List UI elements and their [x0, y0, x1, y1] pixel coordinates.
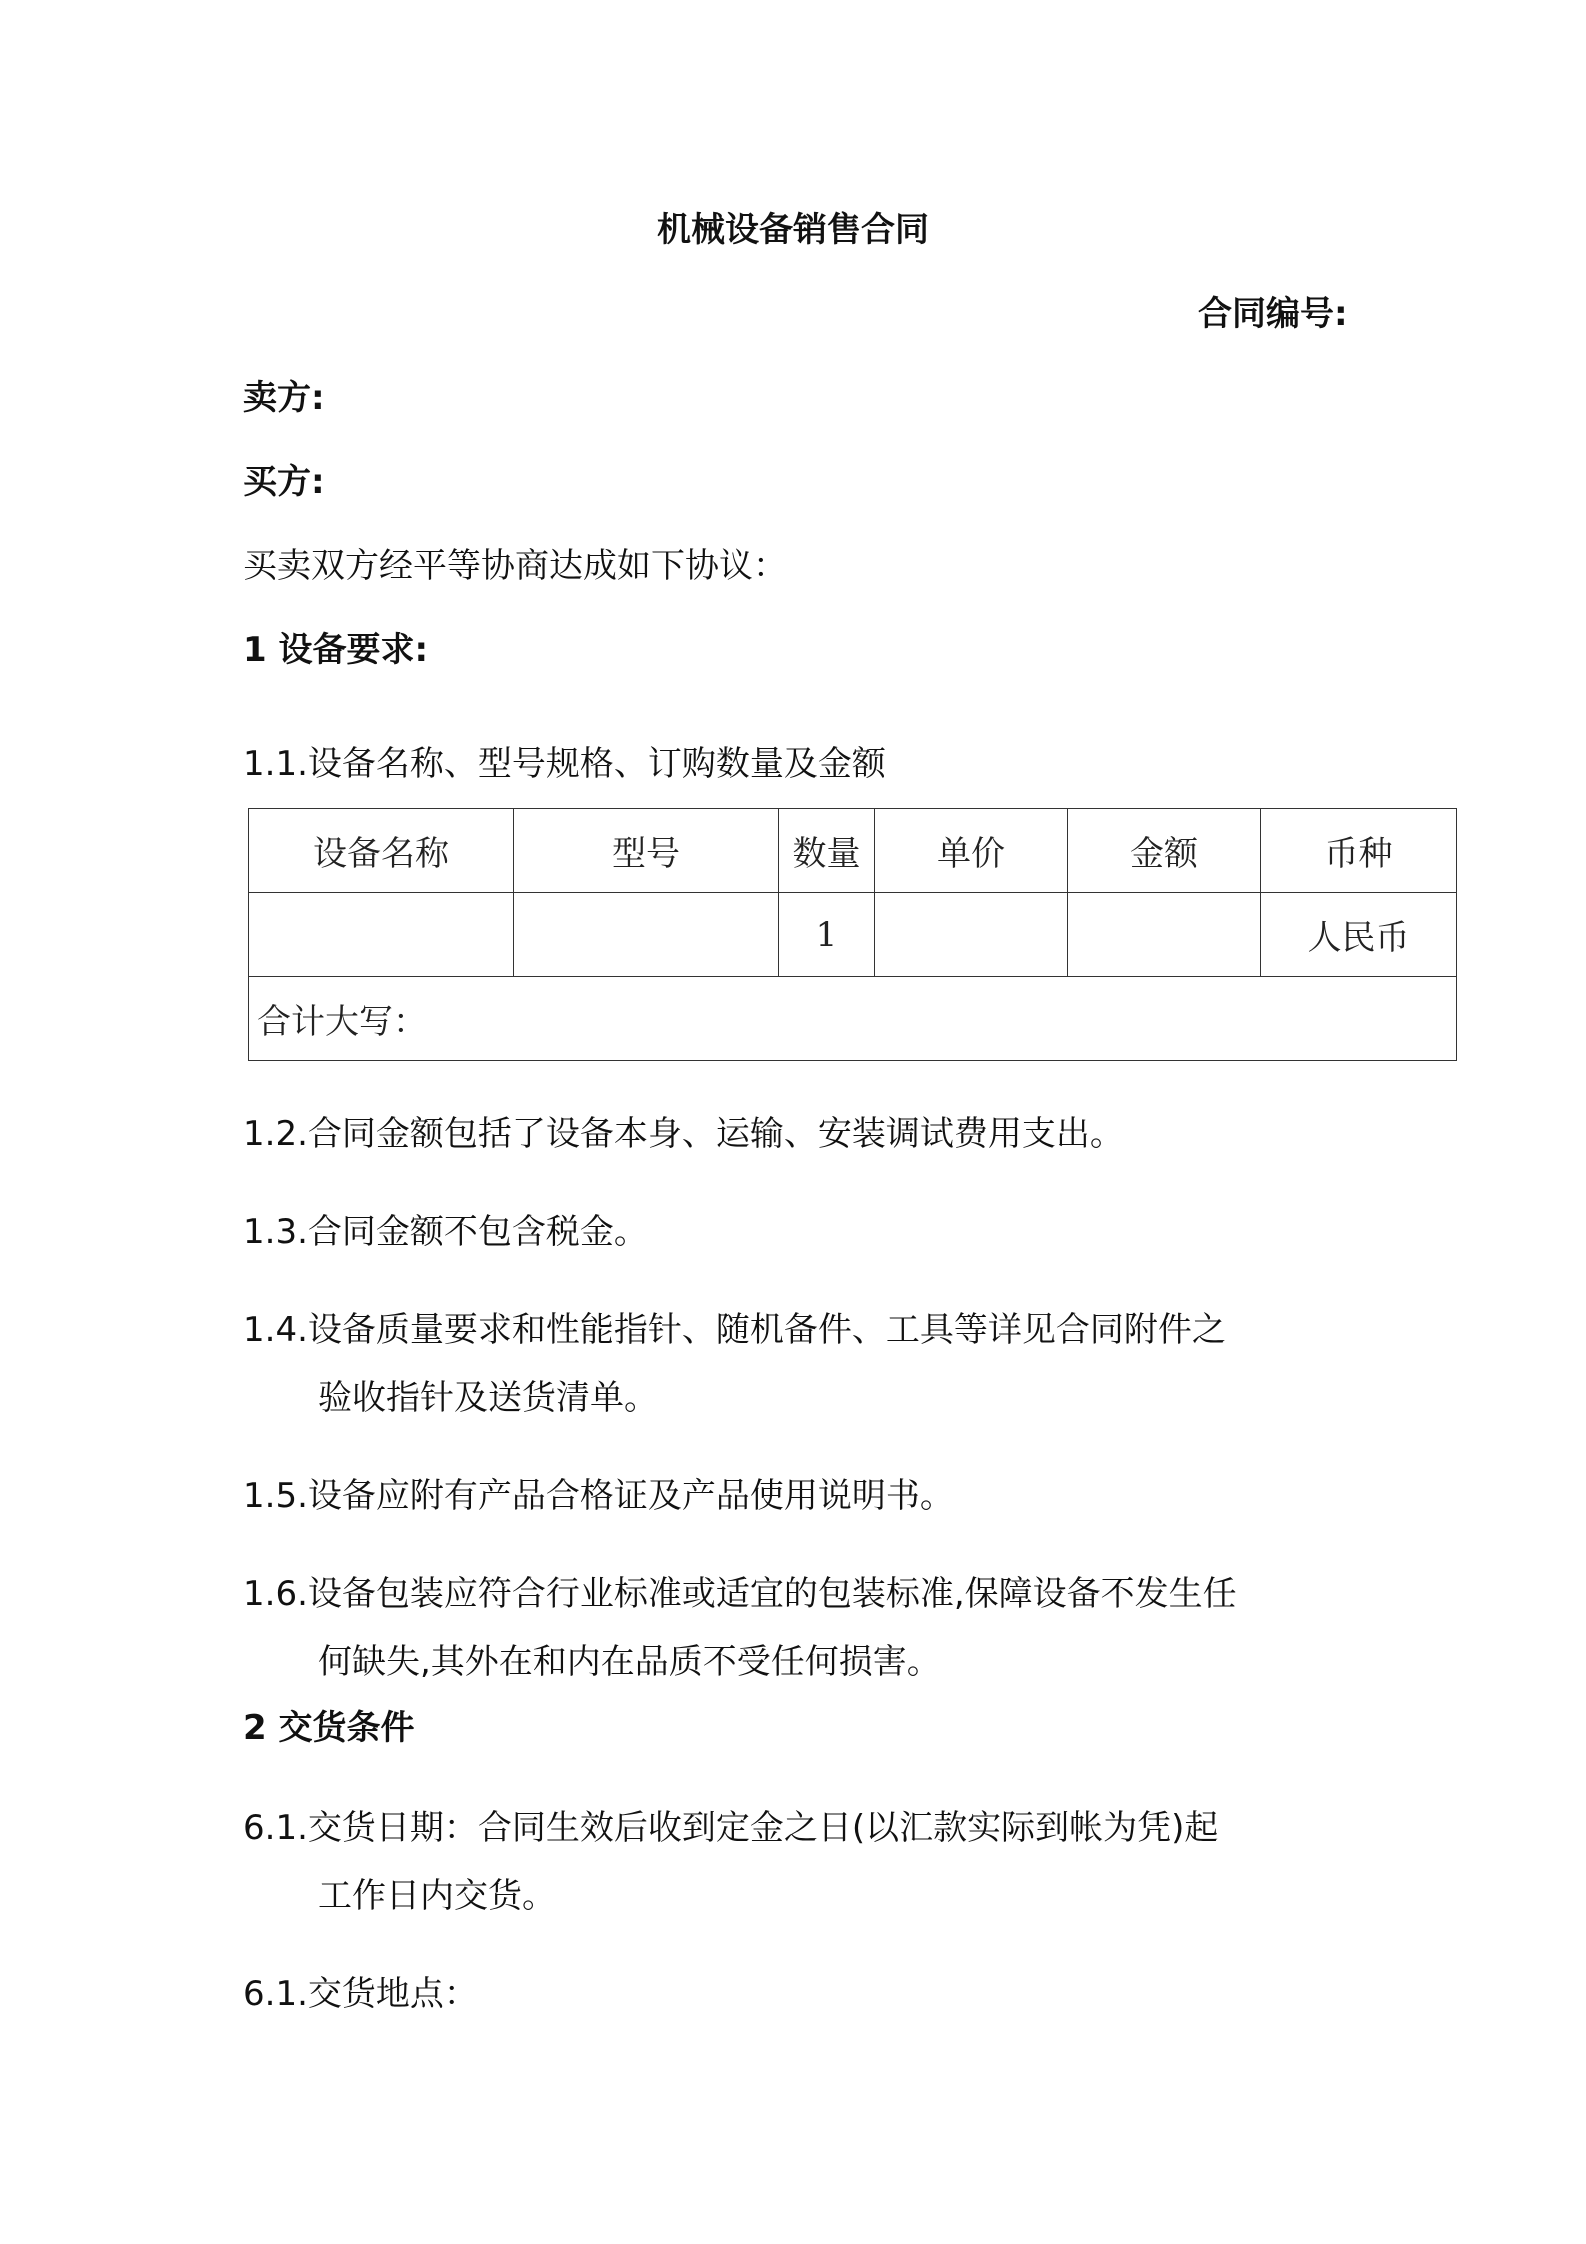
contract-number-label: 合同编号: — [1198, 294, 1348, 334]
item-1-6-line2: 何缺失,其外在和内在品质不受任何损害。 — [318, 1642, 941, 1682]
table-cell — [875, 893, 1068, 977]
table-header-cell: 数量 — [779, 809, 875, 893]
table-row — [249, 893, 1457, 977]
delivery-date-line1: 6.1.交货日期：合同生效后收到定金之日(以汇款实际到帐为凭)起 — [243, 1808, 1219, 1848]
table-cell: 人民币 — [1261, 893, 1457, 977]
table-cell: 1 — [779, 893, 875, 977]
item-1-4-line2: 验收指针及送货清单。 — [318, 1378, 658, 1418]
table-total-row — [249, 977, 1457, 1061]
table-header-cell: 币种 — [1261, 809, 1457, 893]
table-header-cell: 金额 — [1068, 809, 1261, 893]
buyer-label: 买方: — [243, 462, 325, 502]
item-1-2: 1.2.合同金额包括了设备本身、运输、安装调试费用支出。 — [243, 1114, 1124, 1154]
section1-heading: 1 设备要求: — [243, 630, 429, 670]
seller-label: 卖方: — [243, 378, 325, 418]
total-in-words-label: 合计大写： — [249, 977, 1457, 1061]
table-cell — [1068, 893, 1261, 977]
item-1-3: 1.3.合同金额不包含税金。 — [243, 1212, 648, 1252]
delivery-date-line2: 工作日内交货。 — [318, 1876, 556, 1916]
table-header-row — [249, 809, 1457, 893]
intro-text: 买卖双方经平等协商达成如下协议： — [243, 546, 787, 586]
section2-heading: 2 交货条件 — [243, 1708, 415, 1748]
table-cell — [249, 893, 514, 977]
table-header-cell: 单价 — [875, 809, 1068, 893]
item-1-1: 1.1.设备名称、型号规格、订购数量及金额 — [243, 744, 886, 784]
document-title: 机械设备销售合同 — [657, 210, 929, 250]
delivery-place: 6.1.交货地点： — [243, 1974, 478, 2014]
item-1-4-line1: 1.4.设备质量要求和性能指针、随机备件、工具等详见合同附件之 — [243, 1310, 1226, 1350]
table-header-cell: 型号 — [514, 809, 779, 893]
equipment-table — [248, 808, 1457, 1061]
item-1-6-line1: 1.6.设备包装应符合行业标准或适宜的包装标准,保障设备不发生任 — [243, 1574, 1237, 1614]
table-cell — [514, 893, 779, 977]
item-1-5: 1.5.设备应附有产品合格证及产品使用说明书。 — [243, 1476, 954, 1516]
table-header-cell: 设备名称 — [249, 809, 514, 893]
